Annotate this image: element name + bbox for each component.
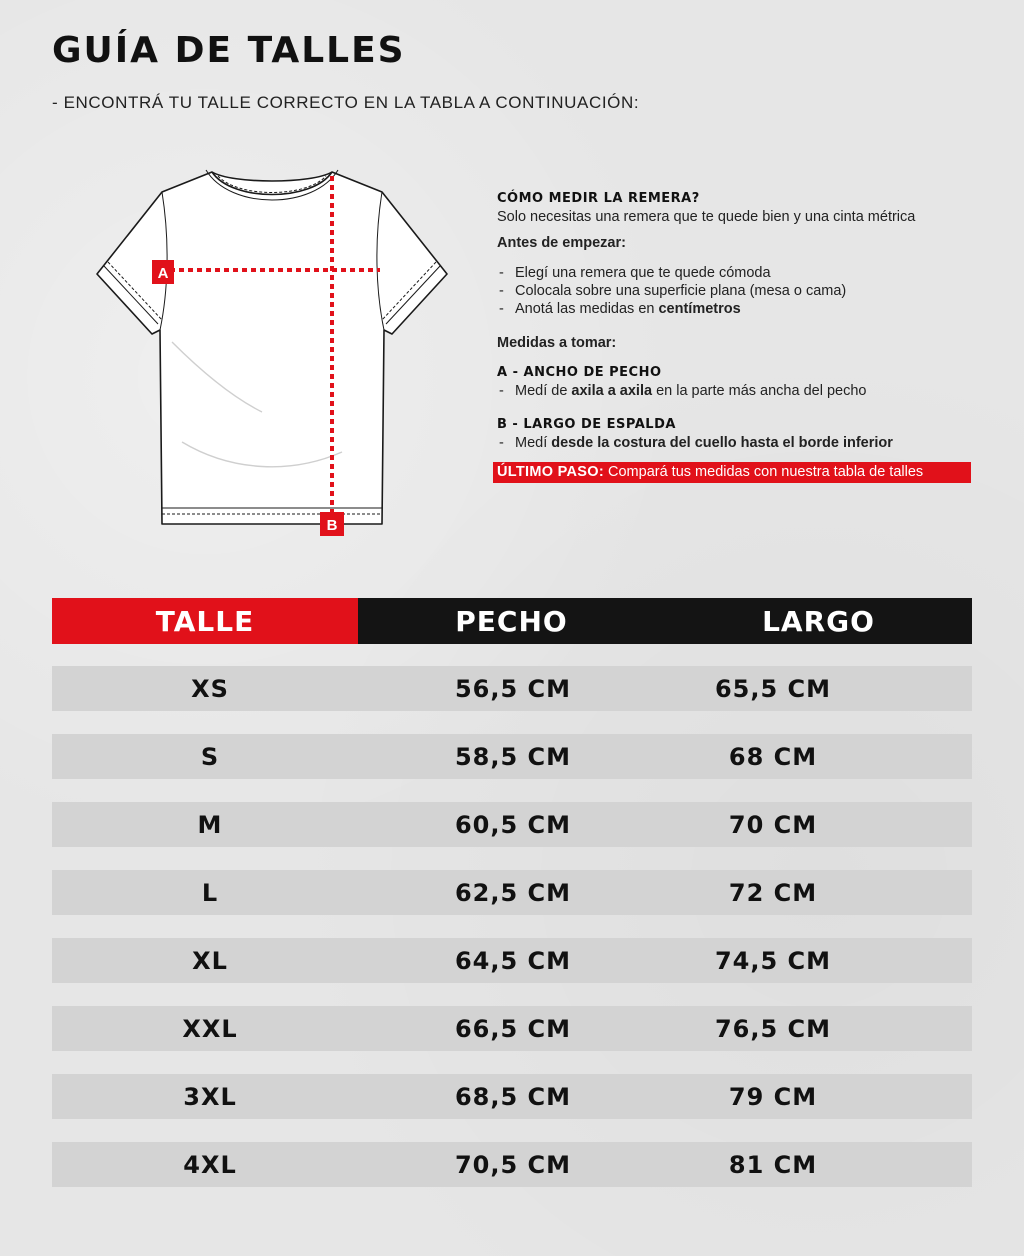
- measures-title: Medidas a tomar:: [497, 335, 617, 351]
- size-cell: XXL: [182, 1014, 238, 1043]
- length-cell: 81 CM: [728, 1150, 818, 1179]
- table-row: [52, 734, 972, 779]
- size-table: [52, 598, 972, 1187]
- chest-cell: 64,5 CM: [454, 946, 572, 975]
- list-item: - Elegí una remera que te quede cómoda: [497, 264, 977, 282]
- measure-instructions: [497, 190, 977, 483]
- header-pecho: PECHO: [455, 604, 568, 638]
- chest-cell: 70,5 CM: [454, 1150, 572, 1179]
- table-row: [52, 870, 972, 915]
- size-cell: 4XL: [183, 1150, 237, 1179]
- chest-cell: 62,5 CM: [454, 878, 572, 907]
- length-cell: 74,5 CM: [714, 946, 832, 975]
- chest-cell: 60,5 CM: [454, 810, 572, 839]
- table-row: [52, 938, 972, 983]
- page-subtitle: - ENCONTRÁ TU TALLE CORRECTO EN LA TABLA A CONTINUACIÓN:: [52, 93, 640, 112]
- table-row: [52, 1142, 972, 1187]
- header-largo: LARGO: [762, 604, 875, 638]
- size-cell: XS: [191, 674, 229, 703]
- before-title: Antes de empezar:: [497, 235, 626, 251]
- chest-cell: 58,5 CM: [454, 742, 572, 771]
- before-list: [497, 264, 977, 318]
- table-row: [52, 1006, 972, 1051]
- length-cell: 79 CM: [728, 1082, 818, 1111]
- table-header: [52, 598, 972, 644]
- chest-cell: 56,5 CM: [454, 674, 572, 703]
- length-cell: 72 CM: [728, 878, 818, 907]
- size-cell: M: [197, 810, 223, 839]
- measure-b-title: B - LARGO DE ESPALDA: [497, 417, 676, 432]
- length-cell: 76,5 CM: [714, 1014, 832, 1043]
- length-cell: 70 CM: [728, 810, 818, 839]
- howto-heading: CÓMO MEDIR LA REMERA?: [497, 191, 700, 206]
- list-item: - Anotá las medidas en centímetros: [497, 300, 977, 318]
- length-cell: 68 CM: [728, 742, 818, 771]
- size-cell: 3XL: [183, 1082, 237, 1111]
- size-cell: L: [201, 878, 219, 907]
- page-title: GUÍA DE TALLES: [52, 30, 406, 71]
- table-row: [52, 802, 972, 847]
- tshirt-diagram: [92, 162, 452, 542]
- measure-a-list: [497, 382, 977, 400]
- size-cell: XL: [192, 946, 228, 975]
- list-item: - Medí desde la costura del cuello hasta el borde inferior: [497, 434, 977, 452]
- chest-cell: 68,5 CM: [454, 1082, 572, 1111]
- measure-a-title: A - ANCHO DE PECHO: [497, 365, 662, 380]
- label-a: A: [157, 265, 169, 282]
- howto-intro: Solo necesitas una remera que te quede bien y una cinta métrica: [497, 209, 916, 225]
- chest-cell: 66,5 CM: [454, 1014, 572, 1043]
- last-step-banner: ÚLTIMO PASO: Compará tus medidas con nuestra tabla de talles: [493, 462, 971, 483]
- length-cell: 65,5 CM: [714, 674, 832, 703]
- list-item: - Medí de axila a axila en la parte más ancha del pecho: [497, 382, 977, 400]
- table-row: [52, 666, 972, 711]
- table-row: [52, 1074, 972, 1119]
- list-item: - Colocala sobre una superficie plana (mesa o cama): [497, 282, 977, 300]
- size-cell: S: [200, 742, 220, 771]
- header-talle: TALLE: [52, 598, 358, 644]
- label-b: B: [326, 517, 338, 534]
- measure-b-list: [497, 434, 977, 452]
